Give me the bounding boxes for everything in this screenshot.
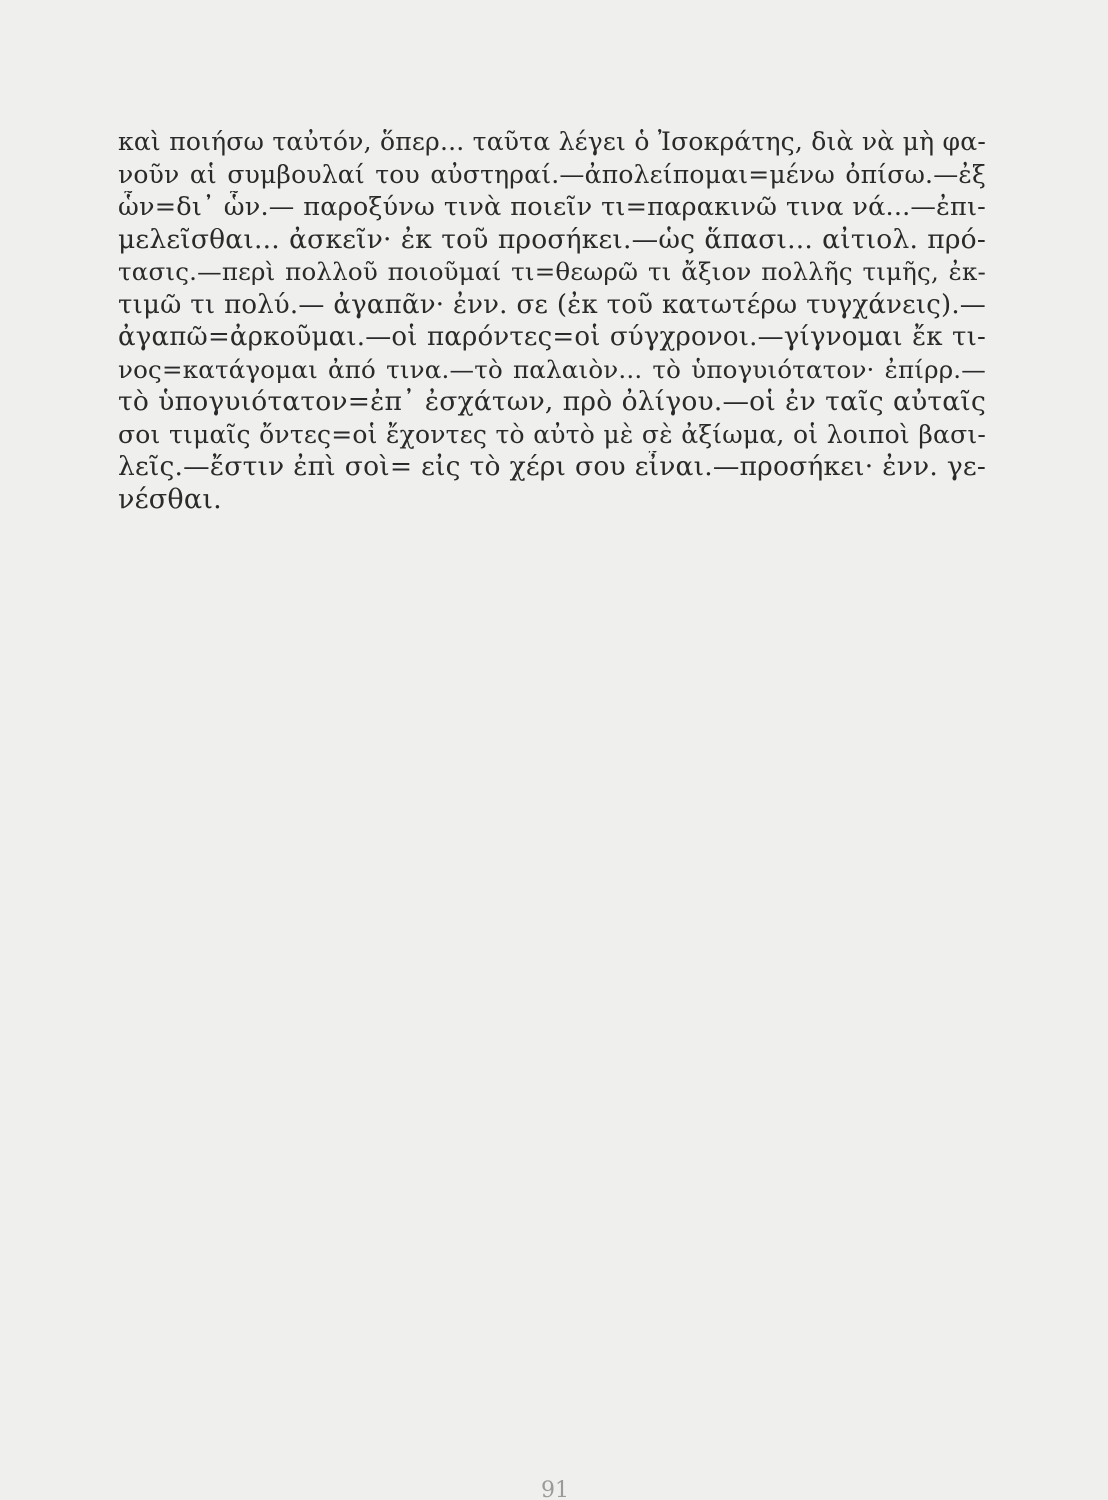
text-line-8: νος=κατάγομαι ἀπό τινα.—τὸ παλαιὸν... τὸ ὑπογυιότατον· ἐπίρρ.— (118, 354, 986, 384)
text-line-10: σοι τιμαῖς ὄντες=οἱ ἔχοντες τὸ αὐτὸ μὲ σὲ ἀξίωμα, οἱ λοιποὶ βασι- (118, 419, 986, 449)
text-line-2: νοῦν αἱ συμβουλαί του αὐστηραί.—ἀπολείπομαι=μένω ὀπίσω.—ἐξ (118, 159, 986, 189)
text-line-4: μελεῖσθαι... ἀσκεῖν· ἐκ τοῦ προσήκει.—ὡς ἅπασι... αἰτιολ. πρό- (118, 223, 986, 255)
text-line-9: τὸ ὑπογυιότατον=ἐπ᾽ ἐσχάτων, πρὸ ὀλίγου.—οἱ ἐν ταῖς αὐταῖς (118, 386, 986, 417)
text-line-11: λεῖς.—ἔστιν ἐπὶ σοὶ= εἰς τὸ χέρι σου εἶναι.—προσήκει· ἐνν. γε- (118, 451, 986, 482)
page-number: 91 (541, 1478, 569, 1500)
commentary-text (118, 126, 986, 516)
text-line-5: τασις.—περὶ πολλοῦ ποιοῦμαί τι=θεωρῶ τι ἄξιον πολλῆς τιμῆς, ἐκ- (118, 257, 986, 286)
text-line-6: τιμῶ τι πολύ.— ἀγαπᾶν· ἐνν. σε (ἐκ τοῦ κατωτέρω τυγχάνεις).— (118, 289, 986, 320)
text-line-3: ὧν=δι᾽ ὧν.— παροξύνω τινὰ ποιεῖν τι=παρακινῶ τινα νά...—ἐπι- (118, 192, 986, 222)
text-line-12: νέσθαι. (118, 483, 222, 515)
text-line-1: καὶ ποιήσω ταὐτόν, ὅπερ... ταῦτα λέγει ὁ Ἰσοκράτης, διὰ νὰ μὴ φα- (118, 127, 986, 156)
text-line-7: ἀγαπῶ=ἀρκοῦμαι.—οἱ παρόντες=οἱ σύγχρονοι.—γίγνομαι ἔκ τι- (118, 322, 986, 352)
